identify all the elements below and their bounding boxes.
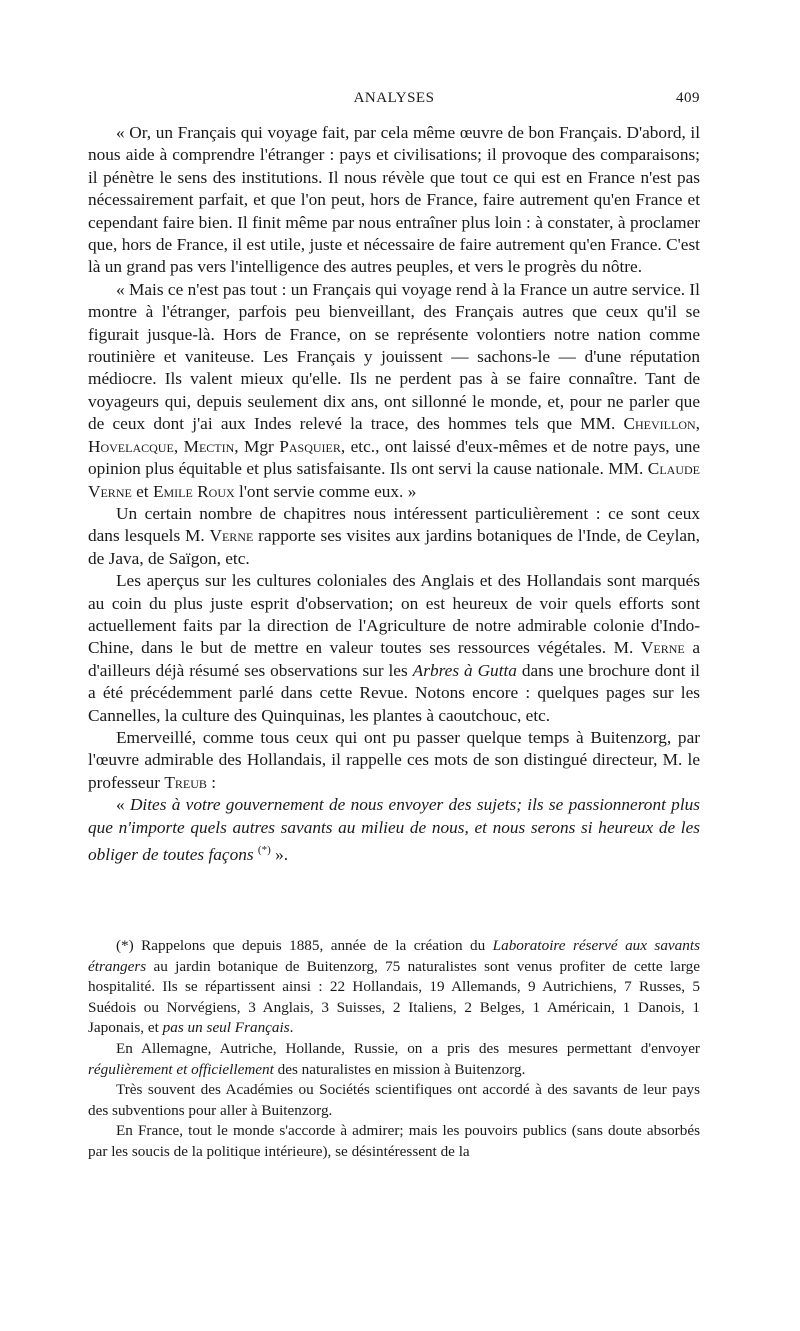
quote-close: ». — [275, 844, 289, 864]
paragraph-3-text-b: rapporte ses visites aux jardins botaniques de l'Inde, de Ceylan, de Java, de Saïgon, etc. — [88, 526, 701, 568]
footnote-3: Très souvent des Académies ou Sociétés scientifiques ont accordé à des savants de leur pays des subventions pour aller à Buitenzorg. — [88, 1081, 700, 1119]
conjunction-et: et — [136, 481, 149, 501]
paragraph-6-quote — [88, 794, 700, 866]
person-name-verne: Verne — [209, 526, 254, 546]
footnote-2 — [88, 1039, 700, 1080]
paragraph-4 — [88, 570, 700, 727]
footnote-1 — [88, 936, 700, 1039]
paragraph-5-text-b: : — [211, 772, 217, 792]
footnote-1-text-b: au jardin botanique de Buitenzorg, 75 naturalistes sont venus profiter de cette large hospitalité. Ils se répartissent ainsi : 22 Hollandais, 19 Allemands, 9 Autrichiens, 7 Russes, 5 Suédois ou Norvégiens, 3 Anglais, 3 Suisses, 2 Italiens, 2 Belges, 1 Américain, 1 Danois, 1 Japonais, et — [88, 957, 700, 1037]
paragraph-2-text-a: « Mais ce n'est pas tout : un Français qui voyage rend à la France un autre service. Il montre à l'étranger, parfois peu bienveillant, des Français autres que ceux qu'il se figurait jusque-là. Hors de France, on se représente volontiers notre nation comme routinière et vaniteuse. Les Français y jouissent — sachons-le — d'une réputation médiocre. Ils valent mieux qu'elle. Ils ne perdent pas à se faire connaître. Tant de voyageurs qui, depuis seulement dix ans, ont sillonné le monde, et, pour ne parler que de ceux dont j'ai aux Indes relevé la trace, des hommes tels que MM. — [88, 279, 700, 434]
paragraph-2-text-c: l'ont servie comme eux. » — [239, 481, 417, 501]
footnote-1-italic-laboratoire: Laboratoire réservé aux savants étrangers — [88, 937, 700, 975]
footnote-reference: (*) — [257, 844, 271, 856]
footnote-2-text-b: des naturalistes en mission à Buitenzorg. — [277, 1060, 526, 1078]
body-text — [88, 122, 700, 866]
person-name-chevillon: Chevillon — [623, 414, 696, 434]
paragraph-4-text-a: Les aperçus sur les cultures coloniales des Anglais et des Hollandais sont marqués au coin du plus juste esprit d'observation; on est heureux de voir quels efforts sont actuellement faits par la direction de l'Agriculture de notre admirable colonie d'Indo-Chine, dans le but de mettre en valeur toutes ses ressources végétales. M. — [88, 571, 700, 658]
person-name-emile-roux: Emile Roux — [152, 481, 235, 501]
person-name-hovelacque: Hovelacque — [88, 436, 174, 456]
paragraph-3-text-a: Un certain nombre de chapitres nous intéressent particulièrement : ce sont ceux dans lesquels M. — [88, 503, 700, 546]
paragraph-5-text-a: Emerveillé, comme tous ceux qui ont pu passer quelque temps à Buitenzorg, par l'œuvre admirable des Hollandais, il rappelle ces mots de son distingué directeur, M. le professeur — [88, 727, 700, 792]
paragraph-5 — [88, 727, 700, 794]
running-title: ANALYSES — [353, 90, 435, 106]
quote-open: « — [116, 795, 125, 815]
person-name-claude-verne: Claude Verne — [88, 459, 700, 501]
footnote-2-text-a: En Allemagne, Autriche, Hollande, Russie, on a pris des mesures permettant d'envoyer — [116, 1039, 700, 1057]
footnote-2-italic: régulièrement et officiellement — [88, 1060, 274, 1078]
person-name-treub: Treub — [164, 772, 207, 792]
person-name-verne: Verne — [640, 638, 685, 658]
footnotes — [88, 936, 700, 1163]
paragraph-2: « Mais ce n'est pas tout : un Français qui voyage rend à la France un autre service. Il montre à l'étranger, parfois peu bienveillant, des Français autres que ceux qu'il se figurait jusque-là. Hors de France, on se représente volontiers notre nation comme routinière et vaniteuse. Les Français y jouissent — sachons-le — d'une réputation médiocre. Ils valent mieux qu'elle. Ils ne perdent pas à se faire connaître. Tant de voyageurs qui, depuis seulement dix ans, ont sillonné le monde, et, pour ne parler que de ceux dont j'ai aux Indes relevé la trace, des hommes tels que MM. Chevillon, Hovelacque, Mectin, Mgr Pasquier, etc., ont laissé d'eux-mêmes et de notre pays, une opinion plus équitable et plus satisfaisante. Ils ont servi la cause nationale. MM. Claude Verne et Emile Roux l'ont servie comme eux. » — [88, 279, 701, 501]
paragraph-2-text-b: etc., ont laissé d'eux-mêmes et de notre pays, une opinion plus équitable et plus satisfaisante. Ils ont servi la cause nationale. MM. — [88, 436, 701, 479]
title-mgr: Mgr — [244, 436, 274, 456]
footnote-1-italic-pas-un-seul: pas un seul Français — [162, 1019, 290, 1037]
person-name-mectin: Mectin — [183, 436, 235, 456]
footnote-1-text-a: (*) Rappelons que depuis 1885, année de la création du — [116, 937, 486, 954]
paragraph-4-text-c: dans une brochure dont il a été précédemment parlé dans cette Revue. Notons encore : quelques pages sur les Cannelles, la culture des Quinquinas, les plantes à caoutchouc, etc. — [88, 660, 700, 725]
running-head — [88, 90, 700, 112]
paragraph-1: « Or, un Français qui voyage fait, par cela même œuvre de bon Français. D'abord, il nous aide à comprendre l'étranger : pays et civilisations; il provoque des comparaisons; il pénètre le sens des institutions. Il nous révèle que tout ce qui est en France n'est pas nécessairement parfait, et que l'on peut, hors de France, faire autrement qu'en France et cependant faire bien. Il finit même par nous entraîner plus loin : à constater, à proclamer que, hors de France, il est utile, juste et nécessaire de faire autrement qu'en France. C'est là un grand pas vers l'intelligence des autres peuples, et vers le progrès du nôtre. — [88, 123, 700, 277]
italic-title-arbres-a-gutta: Arbres à Gutta — [412, 660, 517, 680]
footnote-4: En France, tout le monde s'accorde à admirer; mais les pouvoirs publics (sans doute absorbés par les soucis de la politique intérieure), se désintéressent de la — [88, 1122, 700, 1160]
page-number: 409 — [676, 90, 700, 106]
paragraph-4-text-b: a d'ailleurs déjà résumé ses observations sur les — [88, 638, 700, 680]
footnote-1-text-c: . — [289, 1019, 294, 1037]
paragraph-3 — [88, 503, 700, 570]
quote-italic-text: Dites à votre gouvernement de nous envoyer des sujets; ils se passionneront plus que n'importe quels autres savants au milieu de nous, et nous serons si heureux de les obliger de toutes façons — [88, 795, 700, 864]
person-name-pasquier: Pasquier — [279, 436, 341, 456]
